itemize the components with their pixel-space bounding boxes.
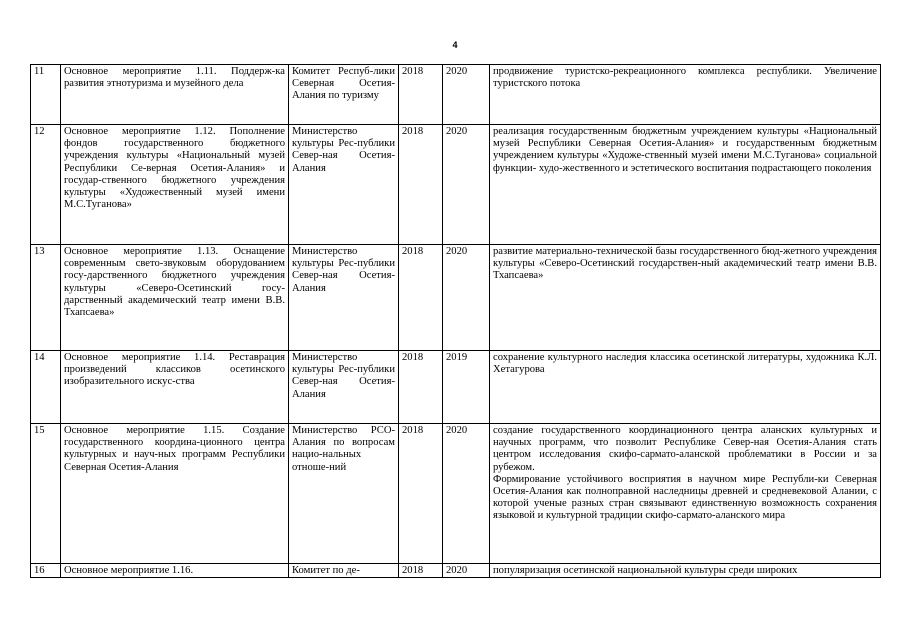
executor: Министерство культуры Рес-публики Север-ная Осетия-Алания (289, 125, 399, 245)
table-row (31, 245, 881, 351)
end-year: 2020 (443, 65, 490, 125)
start-year: 2018 (399, 65, 443, 125)
table-row (31, 424, 881, 564)
expected-result: развитие материально-технической базы государственного бюд-жетного учреждения культуры «Северо-Осетинский государствен-ный академический театр имени В.В. Тхапсаева» (490, 245, 881, 351)
table-row (31, 351, 881, 424)
start-year: 2018 (399, 245, 443, 351)
event-name: Основное мероприятие 1.11. Поддерж-ка развития этнотуризма и музейного дела (61, 65, 289, 125)
table-row (31, 65, 881, 125)
expected-result: реализация государственным бюджетным учреждением культуры «Национальный музей Республики Северная Осетия-Алания» и государственным бюджетным учреждением культуры «Художе-ственный музей имени М.С.Туганова» социальной функции- худо-жественного и эстетического воспитания подрастающего поколения (490, 125, 881, 245)
start-year: 2018 (399, 564, 443, 578)
row-number: 13 (31, 245, 61, 351)
start-year: 2018 (399, 125, 443, 245)
row-number: 12 (31, 125, 61, 245)
expected-result: продвижение туристско-рекреационного комплекса республики. Увеличение туристского потока (490, 65, 881, 125)
start-year: 2018 (399, 424, 443, 564)
row-number: 14 (31, 351, 61, 424)
start-year: 2018 (399, 351, 443, 424)
executor: Министерство культуры Рес-публики Север-ная Осетия-Алания (289, 351, 399, 424)
executor: Министерство РСО-Алания по вопросам нацио-нальных отноше-ний (289, 424, 399, 564)
row-number: 15 (31, 424, 61, 564)
result-paragraph: создание государственного координационного центра аланских культурных и научных программ, что позволит Республике Север-ная Осетия-Алания стать центром исследования скифо-сармато-аланской проблематики в России и за рубежом. (493, 425, 877, 473)
executor: Комитет по де- (289, 564, 399, 578)
end-year: 2020 (443, 125, 490, 245)
end-year: 2020 (443, 245, 490, 351)
executor: Министерство культуры Рес-публики Север-ная Осетия-Алания (289, 245, 399, 351)
end-year: 2020 (443, 564, 490, 578)
event-name: Основное мероприятие 1.16. (61, 564, 289, 578)
expected-result: сохранение культурного наследия классика осетинской литературы, художника К.Л. Хетагурова (490, 351, 881, 424)
end-year: 2020 (443, 424, 490, 564)
table-row (31, 125, 881, 245)
table-row (31, 564, 881, 578)
result-paragraph: Формирование устойчивого восприятия в научном мире Республи-ки Северная Осетия-Алания как полноправной наследницы древней и средневековой Алании, с которой ученые разных стран связывают единственную возможность сохранения языковой и культурной традиции скифо-сармато-аланского мира (493, 473, 877, 522)
expected-result: популяризация осетинской национальной культуры среди широких (490, 564, 881, 578)
page-number: 4 (452, 40, 458, 50)
event-name: Основное мероприятие 1.13. Оснащение современным свето-звуковым оборудованием госу-дарственного бюджетного учреждения культуры «Северо-Осетинский госу-дарственный академический театр имени В.В. Тхапсаева» (61, 245, 289, 351)
event-name: Основное мероприятие 1.14. Реставрация произведений классиков осетинского изобразительного искус-ства (61, 351, 289, 424)
expected-result (490, 424, 881, 564)
event-name: Основное мероприятие 1.15. Создание государственного координа-ционного центра культурных и науч-ных программ Республики Северная Осетия-Алания (61, 424, 289, 564)
row-number: 11 (31, 65, 61, 125)
activities-table (30, 64, 881, 578)
end-year: 2019 (443, 351, 490, 424)
row-number: 16 (31, 564, 61, 578)
executor: Комитет Респуб-лики Северная Осетия-Алания по туризму (289, 65, 399, 125)
event-name: Основное мероприятие 1.12. Пополнение фондов государственного бюджетного учреждения культуры «Национальный музей Республики Се-верная Осетия-Алания» и государ-ственного бюджетного учреждения культуры «Художественный музей имени М.С.Туганова» (61, 125, 289, 245)
